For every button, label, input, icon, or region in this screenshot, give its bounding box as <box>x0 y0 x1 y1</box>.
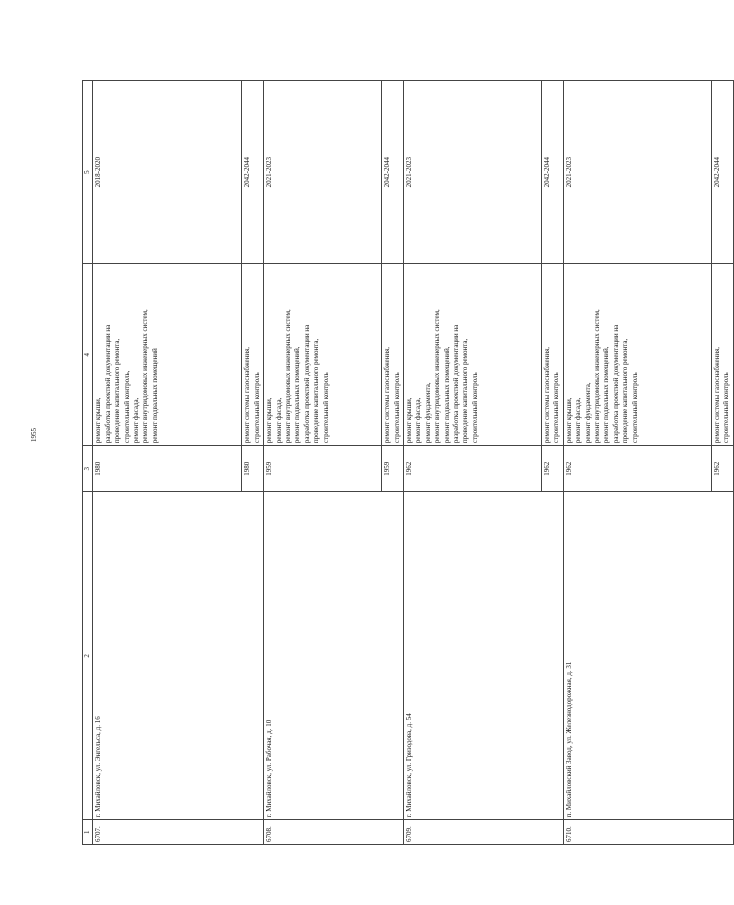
work-item: ремонт фасада, <box>414 397 423 444</box>
planned-period: 2021-2023 <box>264 81 382 264</box>
work-item: ремонт фундамента, <box>423 382 432 444</box>
work-item: ремонт подвальных помещений, <box>293 346 302 444</box>
work-item: ремонт системы газоснабжения, <box>712 346 721 444</box>
work-item: ремонт внутридомовых инженерных систем, <box>433 309 442 444</box>
record-number: 6708. <box>264 820 404 845</box>
works-list <box>264 264 382 446</box>
work-item: ремонт системы газоснабжения, <box>243 346 252 444</box>
work-item: разработка проектной документации на <box>302 324 311 444</box>
work-item: проведение капитального ремонта, <box>113 338 122 444</box>
address: г. Михайловск, ул. Энгельса, д. 16 <box>93 492 264 820</box>
planned-period: 2018-2020 <box>93 81 242 264</box>
work-item: ремонт внутридомовых инженерных систем, <box>593 309 602 444</box>
works-list <box>93 264 242 446</box>
commission-year: 1962 <box>711 446 733 492</box>
commission-year: 1980 <box>93 446 242 492</box>
table-row <box>404 81 542 845</box>
address: п. Михайловский Завод, ул. Железнодорожная, д. 31 <box>563 492 733 820</box>
work-item: строительный контроль <box>722 372 731 444</box>
column-number-5: 5 <box>83 81 93 264</box>
commission-year: 1959 <box>264 446 382 492</box>
address: г. Михайловск, ул. Рабочая, д. 10 <box>264 492 404 820</box>
work-item: проведение капитального ремонта, <box>621 338 630 444</box>
work-item: ремонт крыши, <box>405 397 414 444</box>
work-item: ремонт фасада, <box>132 397 141 444</box>
table-body <box>83 81 734 845</box>
work-item: ремонт фасада, <box>274 397 283 444</box>
work-item: проведение капитального ремонта, <box>461 338 470 444</box>
works-list <box>563 264 711 446</box>
repair-schedule-table <box>82 80 734 845</box>
work-item: ремонт внутридомовых инженерных систем, <box>284 309 293 444</box>
work-item: разработка проектной документации на <box>103 324 112 444</box>
work-item: разработка проектной документации на <box>611 324 620 444</box>
work-item: ремонт крыши, <box>94 397 103 444</box>
record-number: 6709. <box>404 820 564 845</box>
column-number-4: 4 <box>83 264 93 446</box>
works-list <box>242 264 264 446</box>
work-item: строительный контроль <box>321 372 330 444</box>
work-item: ремонт подвальных помещений <box>150 348 159 444</box>
works-list <box>542 264 564 446</box>
planned-period: 2042-2044 <box>242 81 264 264</box>
work-item: ремонт системы газоснабжения, <box>543 346 552 444</box>
work-item: ремонт крыши, <box>564 397 573 444</box>
commission-year: 1959 <box>382 446 404 492</box>
work-item: проведение капитального ремонта, <box>312 338 321 444</box>
planned-period: 2042-2044 <box>382 81 404 264</box>
column-number-2: 2 <box>83 492 93 820</box>
column-number-1: 1 <box>83 820 93 845</box>
work-item: ремонт фасада, <box>574 397 583 444</box>
planned-period: 2042-2044 <box>542 81 564 264</box>
works-list <box>711 264 733 446</box>
commission-year: 1962 <box>563 446 711 492</box>
work-item: строительный контроль <box>630 372 639 444</box>
work-item: строительный контроль, <box>122 370 131 444</box>
work-item: ремонт крыши, <box>265 397 274 444</box>
work-item: ремонт системы газоснабжения, <box>383 346 392 444</box>
column-number-3: 3 <box>83 446 93 492</box>
commission-year: 1962 <box>542 446 564 492</box>
header-row <box>83 81 93 845</box>
record-number: 6710. <box>563 820 733 845</box>
table-row <box>563 81 711 845</box>
address: г. Михайловск, ул. Гризодова, д. 54 <box>404 492 564 820</box>
planned-period: 2021-2023 <box>404 81 542 264</box>
work-item: ремонт внутридомовых инженерных систем, <box>141 309 150 444</box>
work-item: ремонт фундамента, <box>583 382 592 444</box>
record-number: 6707. <box>93 820 264 845</box>
work-item: строительный контроль <box>252 372 261 444</box>
table-row <box>93 81 242 845</box>
work-item: ремонт подвальных помещений, <box>602 346 611 444</box>
works-list <box>382 264 404 446</box>
works-list <box>404 264 542 446</box>
planned-period: 2042-2044 <box>711 81 733 264</box>
work-item: разработка проектной документации на <box>452 324 461 444</box>
work-item: строительный контроль <box>552 372 561 444</box>
work-item: ремонт подвальных помещений, <box>442 346 451 444</box>
work-item: строительный контроль <box>470 372 479 444</box>
commission-year: 1962 <box>404 446 542 492</box>
page-number: 1955 <box>30 428 38 442</box>
commission-year: 1980 <box>242 446 264 492</box>
table-row <box>264 81 382 845</box>
planned-period: 2021-2023 <box>563 81 711 264</box>
work-item: строительный контроль <box>392 372 401 444</box>
